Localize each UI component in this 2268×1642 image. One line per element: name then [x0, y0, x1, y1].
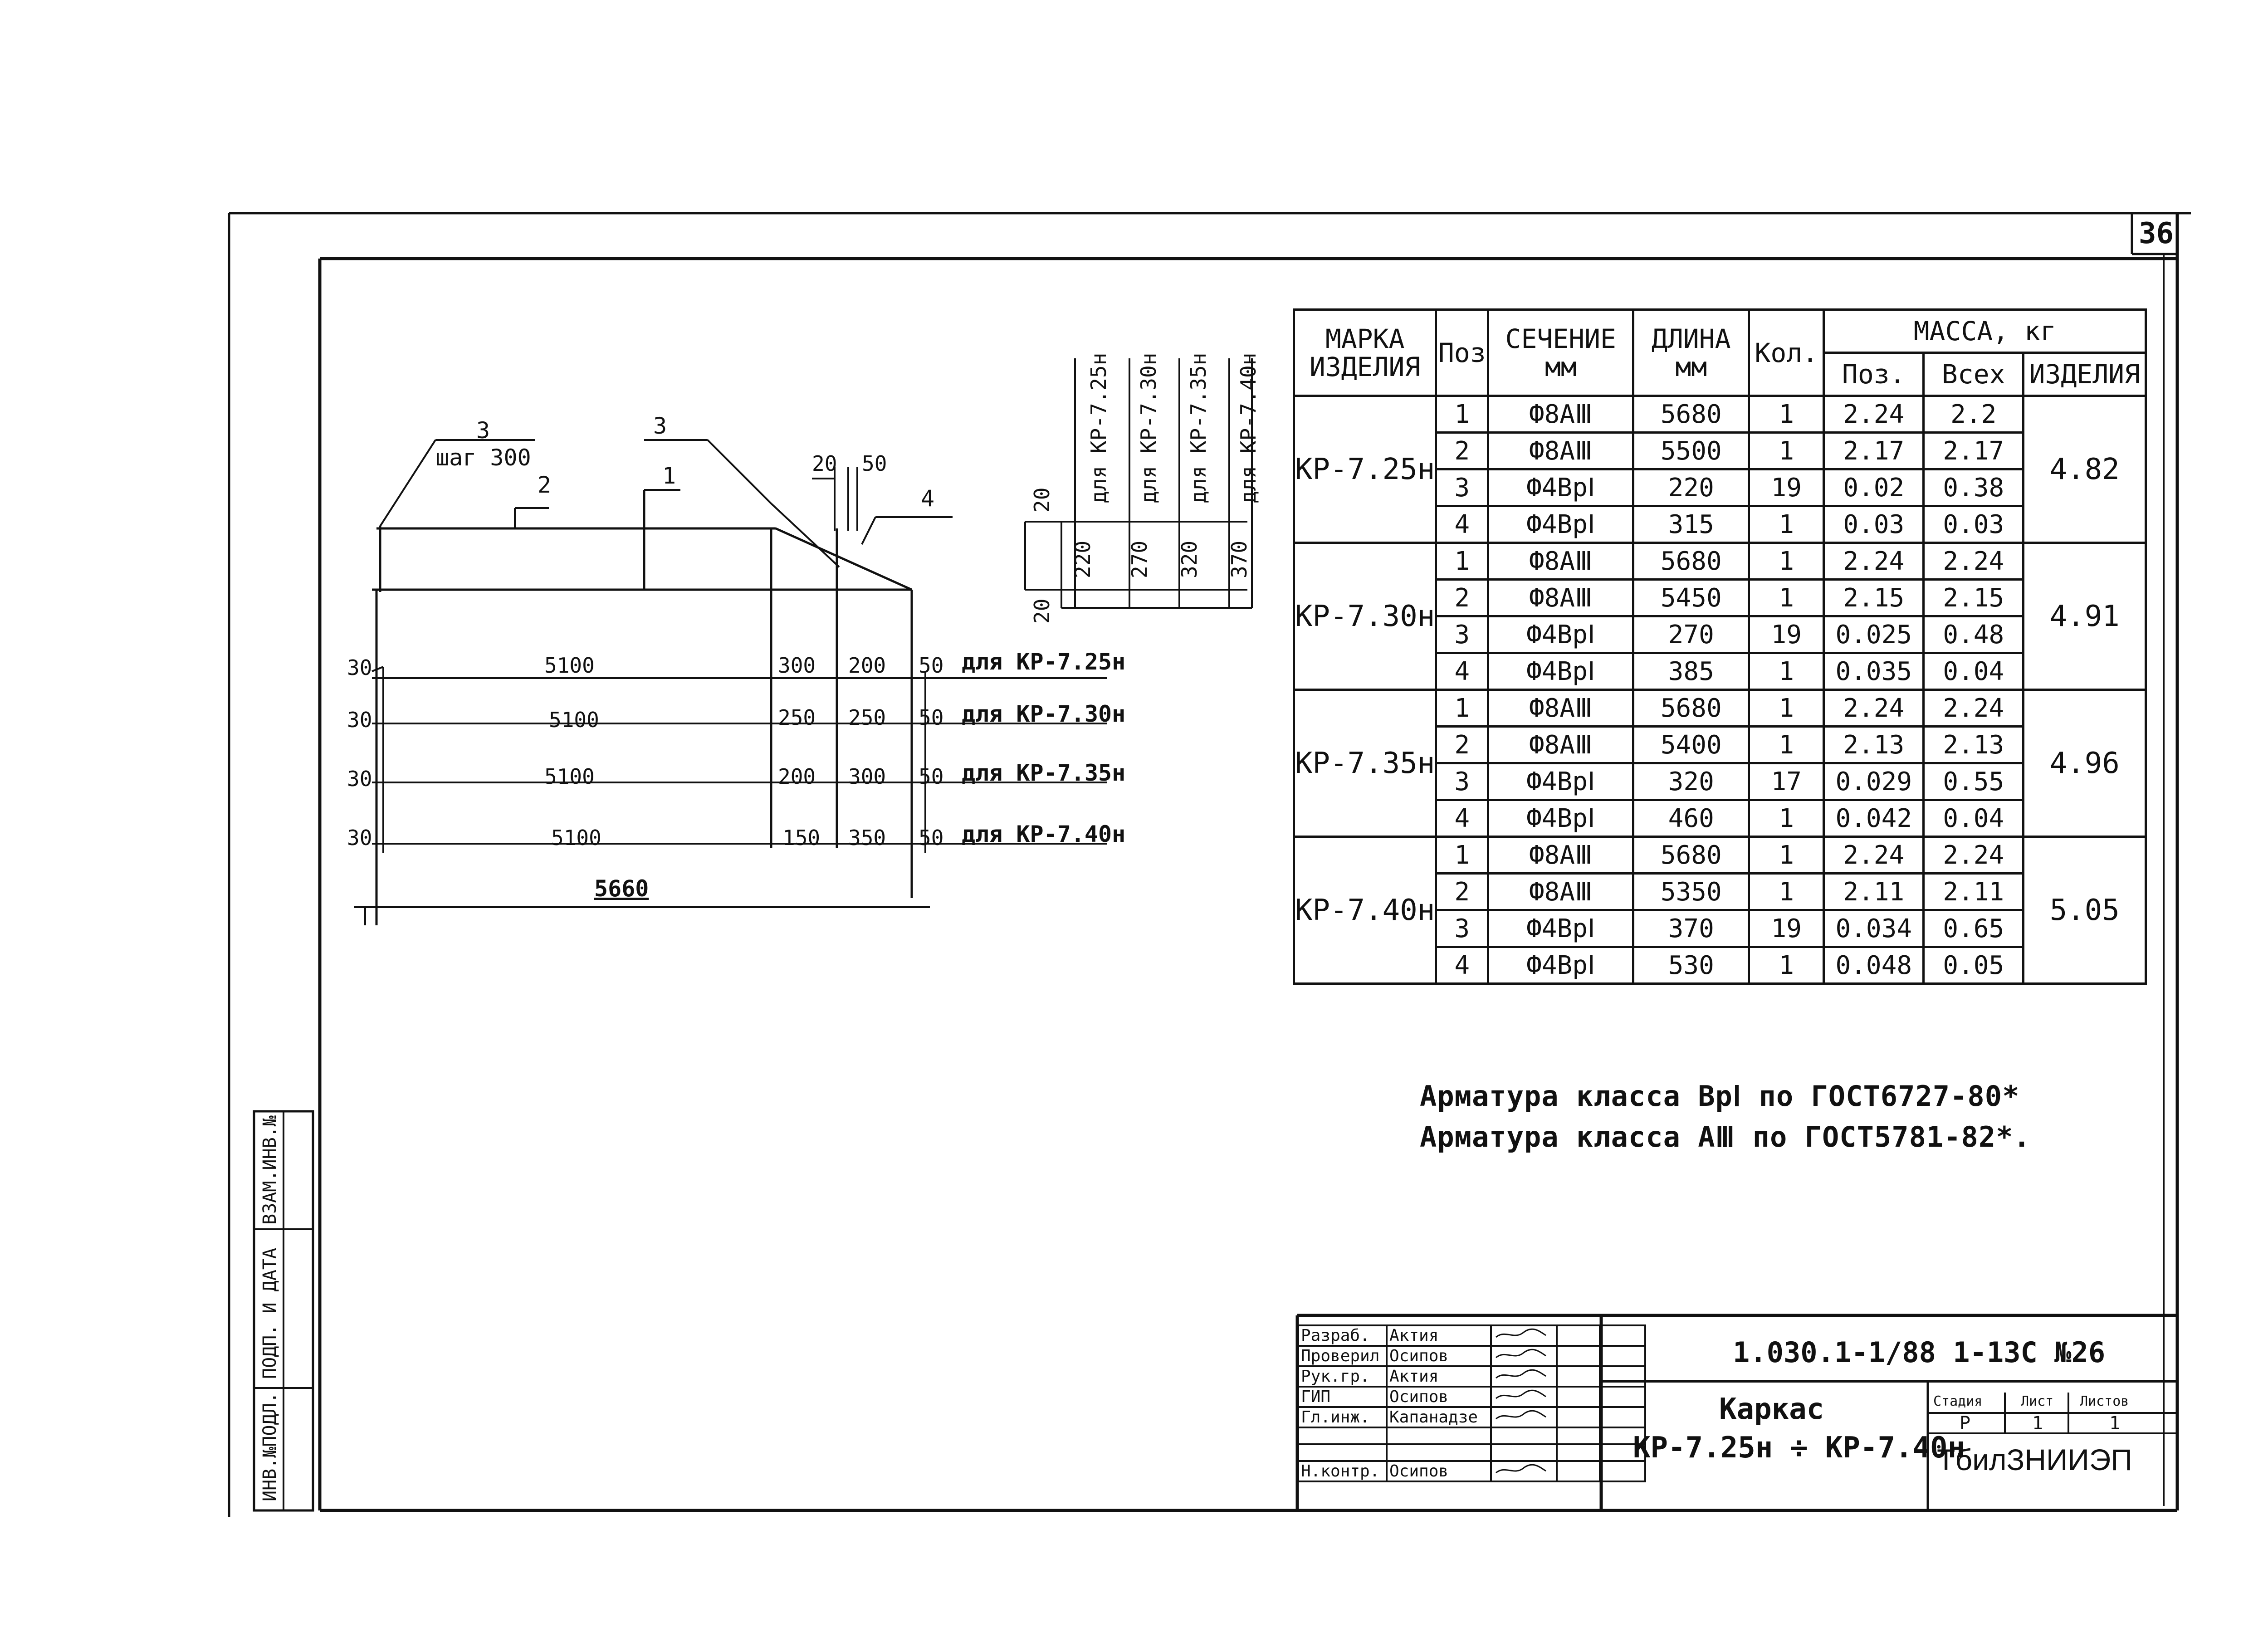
cell-mass-all: 2.15	[1924, 580, 2024, 616]
cell-pos: 1	[1436, 690, 1488, 727]
section-h-270: 270	[1127, 540, 1152, 578]
cell-mass-item: 4.82	[2024, 396, 2146, 543]
cell-section: Ф8АⅢ	[1488, 433, 1633, 469]
row3-d: 50	[919, 764, 944, 789]
note-a3: Арматура класса АⅢ по ГОСТ5781-82*.	[1420, 1120, 2031, 1153]
sheet-label: Лист	[2021, 1393, 2054, 1409]
cell-mass-all: 0.38	[1924, 469, 2024, 506]
cell-length: 5450	[1633, 580, 1749, 616]
cell-qty: 19	[1749, 469, 1824, 506]
sheet-value: 1	[2032, 1413, 2043, 1434]
cell-pos: 1	[1436, 543, 1488, 580]
cell-pos: 1	[1436, 837, 1488, 874]
row4-c: 350	[848, 826, 886, 850]
stage-value: Р	[1960, 1413, 1971, 1434]
cell-mass-pos: 2.15	[1824, 580, 1924, 616]
cell-mass-all: 0.65	[1924, 910, 2024, 947]
document-code: 1.030.1-1/88 1-13С №26	[1733, 1336, 2106, 1369]
row1-d: 50	[919, 653, 944, 678]
cell-section: Ф8АⅢ	[1488, 396, 1633, 433]
cell-mass-item: 4.91	[2024, 543, 2146, 690]
cell-qty: 1	[1749, 433, 1824, 469]
section-bottom-20: 20	[1030, 598, 1054, 624]
section-h-220: 220	[1070, 540, 1095, 578]
signature-name: Актия	[1387, 1325, 1491, 1346]
cell-mass-pos: 0.03	[1824, 506, 1924, 543]
cell-qty: 1	[1749, 800, 1824, 837]
cell-pos: 4	[1436, 506, 1488, 543]
header-mass-item: ИЗДЕЛИЯ	[2024, 353, 2146, 396]
section-label-740: для КР-7.40н	[1236, 352, 1261, 503]
cell-length: 5350	[1633, 874, 1749, 910]
cell-mass-all: 2.2	[1924, 396, 2024, 433]
leader-pos3-right: 3	[653, 413, 667, 439]
cell-mark: КР-7.25н	[1294, 396, 1436, 543]
total-length: 5660	[594, 875, 649, 902]
cell-mass-pos: 2.17	[1824, 433, 1924, 469]
cell-qty: 19	[1749, 616, 1824, 653]
section-label-730: для КР-7.30н	[1136, 352, 1161, 503]
cell-pos: 2	[1436, 727, 1488, 763]
cell-length: 315	[1633, 506, 1749, 543]
cell-pos: 2	[1436, 433, 1488, 469]
row1-b: 300	[778, 653, 816, 678]
cell-section: Ф4ВрⅠ	[1488, 947, 1633, 984]
cell-mass-pos: 0.034	[1824, 910, 1924, 947]
signature-role: Н.контр.	[1298, 1461, 1387, 1481]
row3-c: 300	[848, 764, 886, 789]
cell-mass-all: 2.11	[1924, 874, 2024, 910]
section-h-370: 370	[1227, 540, 1251, 578]
signature-name: Осипов	[1387, 1387, 1491, 1407]
cell-length: 460	[1633, 800, 1749, 837]
cell-section: Ф4ВрⅠ	[1488, 506, 1633, 543]
row2-b: 250	[778, 705, 816, 730]
cell-qty: 1	[1749, 653, 1824, 690]
cell-section: Ф8АⅢ	[1488, 543, 1633, 580]
cell-pos: 2	[1436, 580, 1488, 616]
row1-offset: 30	[347, 655, 372, 680]
row4-offset: 30	[347, 826, 372, 850]
row3-offset: 30	[347, 767, 372, 791]
leader-pos1: 1	[662, 463, 676, 489]
row4-label: для КР-7.40н	[962, 821, 1126, 847]
cell-pos: 3	[1436, 616, 1488, 653]
sheets-value: 1	[2109, 1413, 2121, 1434]
cell-section: Ф4ВрⅠ	[1488, 653, 1633, 690]
cell-mass-pos: 0.042	[1824, 800, 1924, 837]
cell-mark: КР-7.40н	[1294, 837, 1436, 984]
leader-pos3-left: 3	[476, 417, 490, 444]
organization: ТбилЗНИИЭП	[1937, 1443, 2132, 1476]
cell-mass-item: 4.96	[2024, 690, 2146, 837]
cell-mass-all: 0.04	[1924, 653, 2024, 690]
cell-mass-all: 2.24	[1924, 690, 2024, 727]
stamp-signature-date: ПОДП. И ДАТА	[259, 1248, 280, 1379]
header-qty: Кол.	[1749, 310, 1824, 396]
cell-length: 5680	[1633, 837, 1749, 874]
cell-section: Ф8АⅢ	[1488, 690, 1633, 727]
section-label-735: для КР-7.35н	[1186, 352, 1211, 503]
cell-length: 220	[1633, 469, 1749, 506]
cell-mass-pos: 0.02	[1824, 469, 1924, 506]
cell-length: 385	[1633, 653, 1749, 690]
cell-length: 530	[1633, 947, 1749, 984]
cell-mark: КР-7.35н	[1294, 690, 1436, 837]
dim-50-top: 50	[862, 451, 887, 476]
cell-section: Ф8АⅢ	[1488, 837, 1633, 874]
cell-section: Ф4ВрⅠ	[1488, 469, 1633, 506]
cell-pos: 4	[1436, 947, 1488, 984]
cell-pos: 4	[1436, 653, 1488, 690]
cell-section: Ф8АⅢ	[1488, 727, 1633, 763]
cell-qty: 1	[1749, 690, 1824, 727]
header-mark: МАРКА ИЗДЕЛИЯ	[1294, 310, 1436, 396]
cell-qty: 1	[1749, 543, 1824, 580]
cell-pos: 1	[1436, 396, 1488, 433]
row1-label: для КР-7.25н	[962, 649, 1126, 675]
cell-mass-pos: 2.24	[1824, 837, 1924, 874]
leader-pos4: 4	[921, 485, 935, 512]
row2-d: 50	[919, 705, 944, 730]
header-length: ДЛИНА мм	[1633, 310, 1749, 396]
cell-pos: 4	[1436, 800, 1488, 837]
cell-mass-all: 0.04	[1924, 800, 2024, 837]
row2-label: для КР-7.30н	[962, 701, 1126, 727]
header-section: СЕЧЕНИЕ мм	[1488, 310, 1633, 396]
cell-pos: 3	[1436, 469, 1488, 506]
stamp-replaced-inv: ВЗАМ.ИНВ.№	[259, 1115, 280, 1225]
cell-mass-pos: 2.13	[1824, 727, 1924, 763]
cell-qty: 1	[1749, 947, 1824, 984]
cell-section: Ф4ВрⅠ	[1488, 616, 1633, 653]
sheet-number: 36	[2139, 217, 2174, 250]
cell-mass-pos: 2.11	[1824, 874, 1924, 910]
cell-mass-all: 0.48	[1924, 616, 2024, 653]
stamp-inv-original: ИНВ.№ПОДЛ.	[259, 1392, 280, 1501]
section-h-320: 320	[1177, 540, 1202, 578]
cell-mass-all: 0.05	[1924, 947, 2024, 984]
row2-c: 250	[848, 705, 886, 730]
cell-length: 320	[1633, 763, 1749, 800]
cell-mass-pos: 0.035	[1824, 653, 1924, 690]
signature-name: Осипов	[1387, 1461, 1491, 1481]
cell-length: 5400	[1633, 727, 1749, 763]
signature-name: Осипов	[1387, 1346, 1491, 1366]
row3-label: для КР-7.35н	[962, 760, 1126, 786]
signature-role: Гл.инж.	[1298, 1407, 1387, 1427]
signature-role: Рук.гр.	[1298, 1366, 1387, 1387]
cell-qty: 1	[1749, 396, 1824, 433]
row4-d: 50	[919, 826, 944, 850]
cell-mass-all: 2.13	[1924, 727, 2024, 763]
cell-mass-all: 0.03	[1924, 506, 2024, 543]
note-vr1: Арматура класса ВрⅠ по ГОСТ6727-80*	[1420, 1080, 2020, 1113]
stage-label: Стадия	[1933, 1393, 1983, 1409]
cell-pos: 3	[1436, 910, 1488, 947]
cell-mass-all: 2.24	[1924, 837, 2024, 874]
cell-mass-all: 2.24	[1924, 543, 2024, 580]
cell-length: 5680	[1633, 690, 1749, 727]
sheets-label: Листов	[2080, 1393, 2129, 1409]
cell-section: Ф8АⅢ	[1488, 874, 1633, 910]
signature-name: Актия	[1387, 1366, 1491, 1387]
header-pos: Поз	[1436, 310, 1488, 396]
header-mass: МАССА, кг	[1824, 310, 2146, 353]
cell-mass-pos: 2.24	[1824, 396, 1924, 433]
cell-length: 370	[1633, 910, 1749, 947]
cell-mass-pos: 2.24	[1824, 543, 1924, 580]
header-mass-all: Всех	[1924, 353, 2024, 396]
cell-pos: 3	[1436, 763, 1488, 800]
signature-role: ГИП	[1298, 1387, 1387, 1407]
cell-qty: 1	[1749, 506, 1824, 543]
cell-mass-all: 2.17	[1924, 433, 2024, 469]
cell-qty: 17	[1749, 763, 1824, 800]
drawing-subtitle: КР-7.25н ÷ КР-7.40н	[1633, 1431, 1965, 1465]
cell-length: 270	[1633, 616, 1749, 653]
cell-mass-pos: 0.025	[1824, 616, 1924, 653]
signature-role: Разраб.	[1298, 1325, 1387, 1346]
row1-c: 200	[848, 653, 886, 678]
cell-mass-all: 0.55	[1924, 763, 2024, 800]
row2-a: 5100	[549, 708, 599, 732]
header-mass-pos: Поз.	[1824, 353, 1924, 396]
cell-length: 5500	[1633, 433, 1749, 469]
signature-role: Проверил	[1298, 1346, 1387, 1366]
cell-mass-pos: 2.24	[1824, 690, 1924, 727]
leader-step: шаг 300	[435, 445, 531, 471]
row2-offset: 30	[347, 708, 372, 732]
cell-qty: 1	[1749, 837, 1824, 874]
row4-a: 5100	[551, 826, 601, 850]
cell-section: Ф4ВрⅠ	[1488, 763, 1633, 800]
signature-name: Капанадзе	[1387, 1407, 1491, 1427]
row1-a: 5100	[544, 653, 595, 678]
cell-qty: 1	[1749, 727, 1824, 763]
section-top-20: 20	[1030, 487, 1054, 513]
row3-a: 5100	[544, 764, 595, 789]
row3-b: 200	[778, 764, 816, 789]
cell-length: 5680	[1633, 396, 1749, 433]
cell-qty: 19	[1749, 910, 1824, 947]
section-label-725: для КР-7.25н	[1086, 352, 1111, 503]
cell-qty: 1	[1749, 874, 1824, 910]
cell-section: Ф4ВрⅠ	[1488, 910, 1633, 947]
drawing-title: Каркас	[1719, 1393, 1824, 1426]
dim-20-top: 20	[812, 451, 837, 476]
cell-mark: КР-7.30н	[1294, 543, 1436, 690]
cell-length: 5680	[1633, 543, 1749, 580]
cell-mass-pos: 0.029	[1824, 763, 1924, 800]
cell-section: Ф8АⅢ	[1488, 580, 1633, 616]
row4-b: 150	[782, 826, 821, 850]
cell-pos: 2	[1436, 874, 1488, 910]
leader-pos2: 2	[538, 472, 552, 498]
cell-section: Ф4ВрⅠ	[1488, 800, 1633, 837]
cell-mass-pos: 0.048	[1824, 947, 1924, 984]
cell-qty: 1	[1749, 580, 1824, 616]
cell-mass-item: 5.05	[2024, 837, 2146, 984]
